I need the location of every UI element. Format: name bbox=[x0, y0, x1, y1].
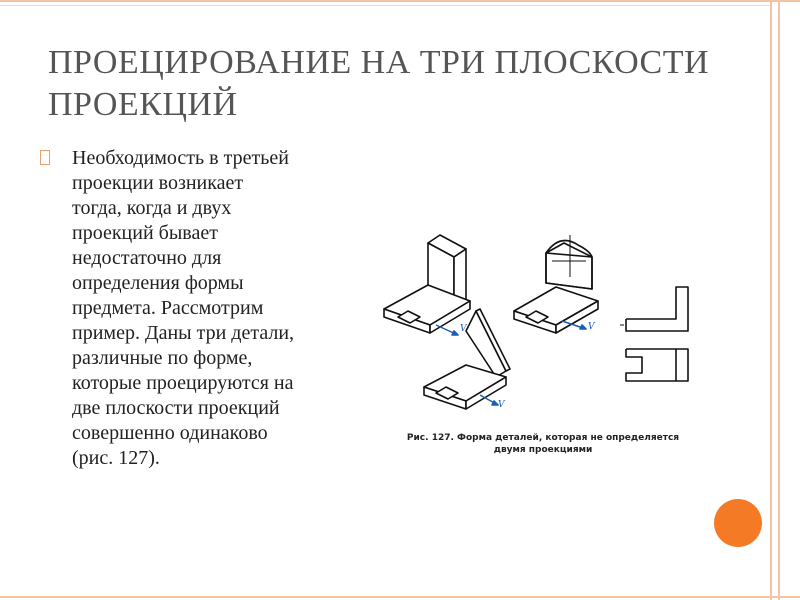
caption-line-2: двумя проекциями bbox=[493, 445, 593, 455]
view-label-2: V bbox=[588, 322, 595, 332]
top-border-inner bbox=[0, 5, 772, 6]
body-line: недостаточно для bbox=[72, 247, 222, 269]
body-line: проекции возникает bbox=[72, 172, 244, 194]
figure-caption bbox=[378, 432, 708, 456]
top-view bbox=[626, 349, 688, 381]
bottom-border bbox=[0, 596, 800, 598]
bullet-icon bbox=[40, 150, 50, 165]
right-border-outer bbox=[770, 0, 772, 600]
body-line: две плоскости проекций bbox=[72, 397, 280, 419]
technical-drawing bbox=[380, 225, 700, 465]
view-label-1: V bbox=[460, 324, 467, 334]
front-view bbox=[620, 287, 688, 331]
body-line: предмета. Рассмотрим bbox=[72, 297, 264, 319]
part-2-arched-bracket bbox=[514, 235, 598, 333]
part-1-bracket bbox=[384, 235, 470, 335]
body-line: (рис. 127). bbox=[72, 447, 160, 469]
view-label-3: V bbox=[498, 400, 505, 410]
right-border-inner bbox=[778, 0, 780, 600]
slide-title: ПРОЕЦИРОВАНИЕ НА ТРИ ПЛОСКОСТИ ПРОЕКЦИЙ bbox=[48, 44, 710, 123]
caption-line-1: Рис. 127. Форма деталей, которая не определяется bbox=[406, 433, 680, 443]
body-line: которые проецируются на bbox=[72, 372, 294, 394]
body-line: Необходимость в третьей bbox=[72, 147, 289, 169]
body-text bbox=[72, 146, 372, 471]
body-line: совершенно одинаково bbox=[72, 422, 268, 444]
body-line: различные по форме, bbox=[72, 347, 253, 369]
top-border bbox=[0, 0, 800, 2]
decorative-circle bbox=[714, 499, 762, 547]
body-line: определения формы bbox=[72, 272, 244, 294]
body-line: пример. Даны три детали, bbox=[72, 322, 295, 344]
body-line: тогда, когда и двух bbox=[72, 197, 232, 219]
body-line: проекций бывает bbox=[72, 222, 218, 244]
